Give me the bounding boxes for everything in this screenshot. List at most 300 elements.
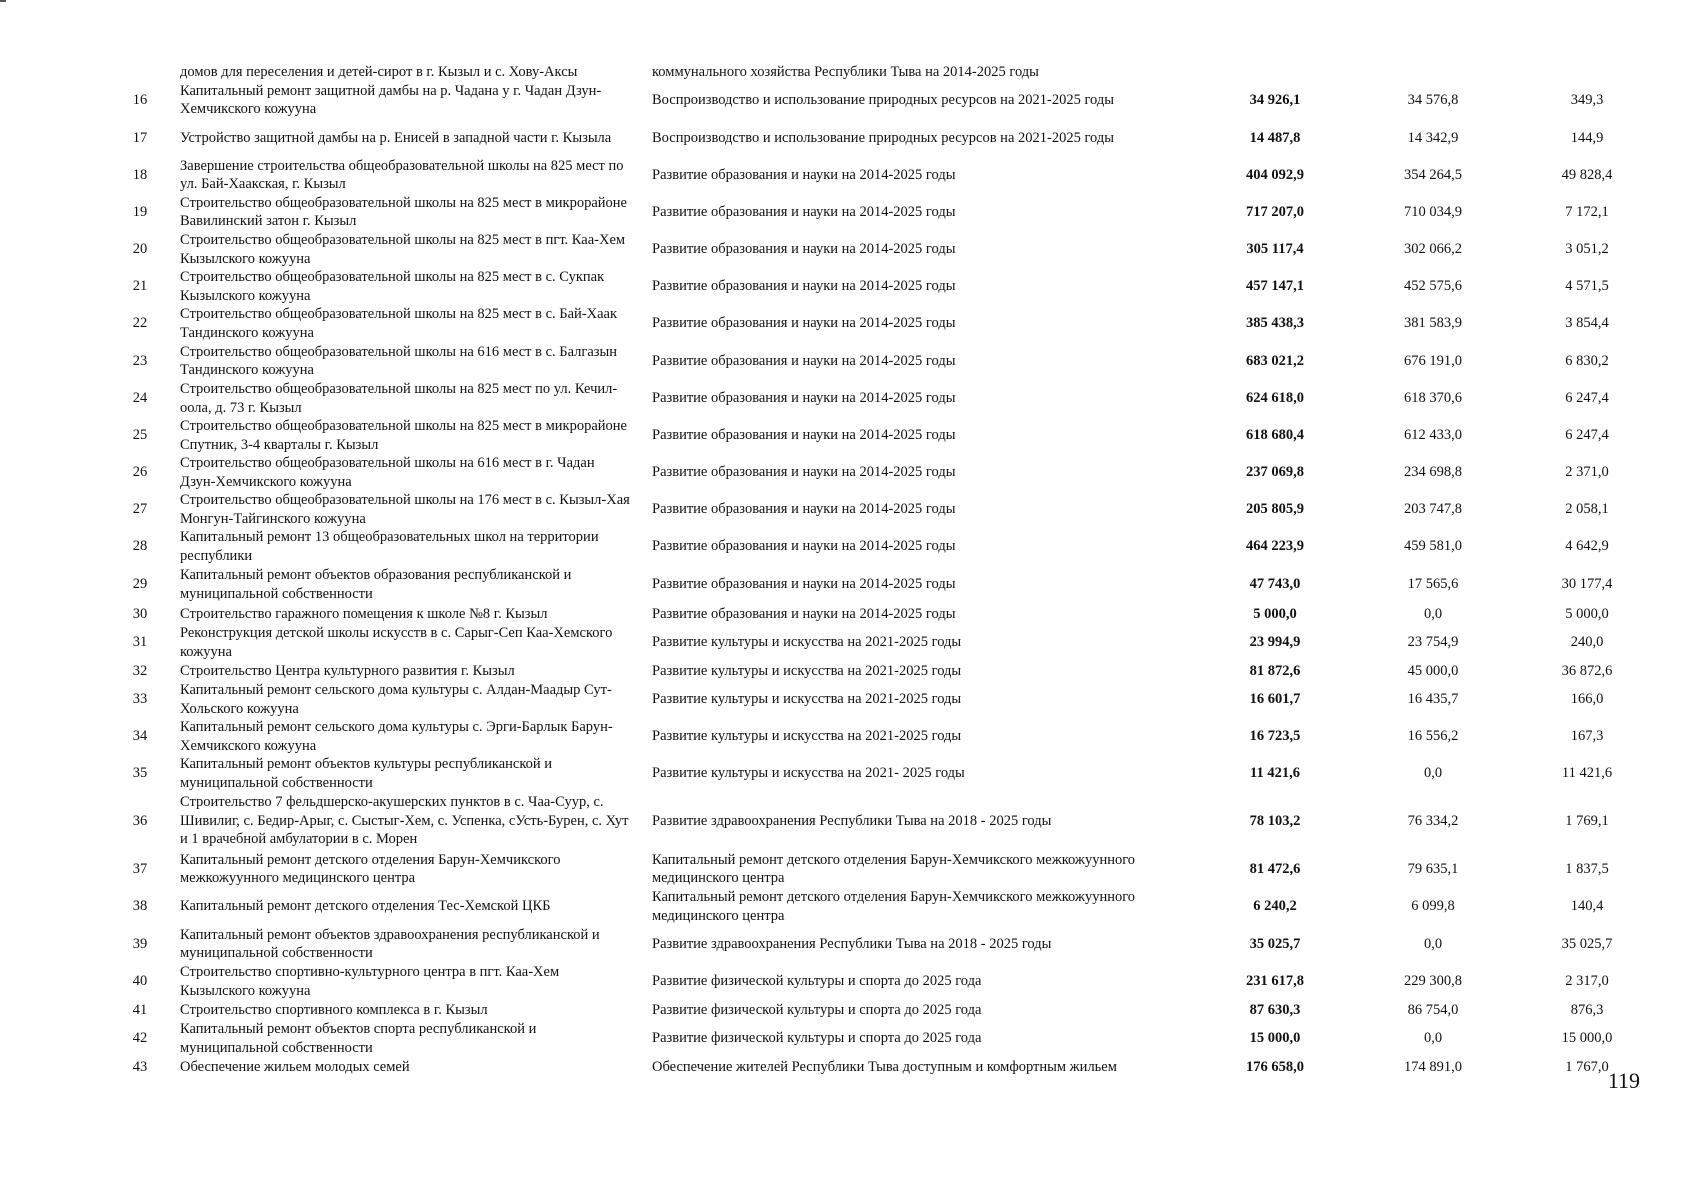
object-name-text: Капитальный ремонт объектов образования республиканской и муниципальной собственности xyxy=(180,567,572,602)
republic-budget xyxy=(1358,1057,1508,1077)
local-budget xyxy=(1512,120,1662,156)
object-name xyxy=(180,792,630,850)
object-name-text: Капитальный ремонт детского отделения Тес-Хемской ЦКБ xyxy=(180,898,551,915)
object-name-text: Капитальный ремонт объектов спорта республиканской и муниципальной собственности xyxy=(180,1021,537,1056)
local-budget-text: 140,4 xyxy=(1570,898,1604,915)
total-amount-text: 16 723,5 xyxy=(1249,728,1301,745)
row-number-text: 23 xyxy=(132,352,148,369)
republic-budget xyxy=(1358,624,1508,661)
table-row xyxy=(0,454,1695,491)
row-number-text: 28 xyxy=(132,538,148,555)
program-name xyxy=(652,1000,1192,1020)
program-name-text: Развитие здравоохранения Республики Тыва на 2018 - 2025 годы xyxy=(652,935,1052,952)
total-amount-text: 457 147,1 xyxy=(1246,278,1304,295)
object-name-text: Капитальный ремонт объектов культуры республиканской и муниципальной собственности xyxy=(180,756,553,791)
republic-budget xyxy=(1358,194,1508,230)
object-name xyxy=(180,342,630,380)
program-name-text: Развитие образования и науки на 2014-2025 годы xyxy=(652,605,956,622)
table-row xyxy=(0,380,1695,417)
total-amount-text: 5 000,0 xyxy=(1253,605,1297,622)
object-name-text: Капитальный ремонт сельского дома культуры с. Алдан-Маадыр Сут-Хольского кожууна xyxy=(180,682,612,717)
object-name xyxy=(180,1000,630,1020)
republic-budget xyxy=(1358,156,1508,194)
republic-budget xyxy=(1358,454,1508,491)
row-number xyxy=(118,268,162,305)
object-name-text: Капитальный ремонт детского отделения Барун-Хемчикского межкожуунного медицинского центра xyxy=(180,851,561,886)
object-name-text: Строительство общеобразовательной школы на 176 мест в с. Кызыл-Хая Монгун-Тайгинского кожууна xyxy=(180,492,630,527)
republic-budget xyxy=(1358,268,1508,305)
total-amount xyxy=(1200,305,1350,342)
program-name xyxy=(652,268,1192,305)
total-amount-text: 78 103,2 xyxy=(1249,812,1301,829)
program-name-text: Воспроизводство и использование природных ресурсов на 2021-2025 годы xyxy=(652,129,1114,146)
total-amount xyxy=(1200,82,1350,118)
local-budget xyxy=(1512,888,1662,925)
program-name xyxy=(652,120,1192,156)
local-budget xyxy=(1512,565,1662,604)
row-number xyxy=(118,380,162,417)
object-name-text: Строительство общеобразовательной школы на 616 мест в с. Балгазын Тандинского кожууна xyxy=(180,343,618,378)
row-number xyxy=(118,755,162,792)
object-name-text: Капитальный ремонт защитной дамбы на р. Чадана у г. Чадан Дзун-Хемчикского кожууна xyxy=(180,82,602,117)
republic-budget xyxy=(1358,604,1508,624)
object-name xyxy=(180,1057,630,1077)
local-budget-text: 30 177,4 xyxy=(1561,576,1613,593)
program-name xyxy=(652,156,1192,194)
total-amount-text: 618 680,4 xyxy=(1246,427,1304,444)
table-row xyxy=(0,792,1695,850)
object-name-text: Строительство 7 фельдшерско-акушерских пунктов в с. Чаа-Суур, с. Шивилиг, с. Бедир-Арыг, с. Сыстыг-Хем, с. Успенка, сУсть-Бурен, с. Хут и 1 врачебной амбулатории в с. Морен xyxy=(180,794,629,848)
object-name xyxy=(180,454,630,491)
local-budget-text: 6 830,2 xyxy=(1565,352,1609,369)
object-name-text: Строительство спортивно-культурного центра в пгт. Каа-Хем Кызылского кожууна xyxy=(180,964,560,999)
local-budget-text: 4 642,9 xyxy=(1565,538,1609,555)
republic-budget-text: 79 635,1 xyxy=(1407,860,1459,877)
local-budget xyxy=(1512,661,1662,681)
object-name xyxy=(180,624,630,661)
program-name-text: Развитие физической культуры и спорта до 2025 года xyxy=(652,1001,982,1018)
total-amount-text: 305 117,4 xyxy=(1246,241,1304,258)
republic-budget xyxy=(1358,417,1508,454)
total-amount xyxy=(1200,792,1350,850)
local-budget xyxy=(1512,718,1662,755)
republic-budget-text: 14 342,9 xyxy=(1407,129,1459,146)
local-budget-text: 49 828,4 xyxy=(1561,166,1613,183)
total-amount xyxy=(1200,850,1350,888)
total-amount xyxy=(1200,1057,1350,1077)
object-name-text: Строительство общеобразовательной школы на 825 мест в пгт. Каа-Хем Кызылского кожууна xyxy=(180,232,626,267)
row-number xyxy=(118,925,162,963)
object-name xyxy=(180,604,630,624)
total-amount-text: 81 472,6 xyxy=(1249,860,1301,877)
program-name xyxy=(652,528,1192,565)
local-budget-text: 36 872,6 xyxy=(1561,662,1613,679)
program-name xyxy=(652,661,1192,681)
program-name xyxy=(652,755,1192,792)
republic-budget-text: 174 891,0 xyxy=(1404,1058,1462,1075)
local-budget-text: 35 025,7 xyxy=(1561,935,1613,952)
local-budget-text: 144,9 xyxy=(1570,129,1604,146)
republic-budget-text: 234 698,8 xyxy=(1404,464,1462,481)
local-budget-text: 1 767,0 xyxy=(1565,1058,1609,1075)
total-amount xyxy=(1200,62,1350,82)
local-budget-text: 5 000,0 xyxy=(1565,605,1609,622)
object-name xyxy=(180,305,630,342)
republic-budget xyxy=(1358,888,1508,925)
row-number xyxy=(118,62,162,82)
row-number-text: 31 xyxy=(132,634,148,651)
program-name xyxy=(652,718,1192,755)
total-amount-text: 47 743,0 xyxy=(1249,576,1301,593)
object-name-text: Строительство общеобразовательной школы на 825 мест в микрорайоне Вавилинский затон г. Кызыл xyxy=(180,194,627,229)
row-number-text: 34 xyxy=(132,728,148,745)
republic-budget xyxy=(1358,491,1508,528)
total-amount-text: 231 617,8 xyxy=(1246,973,1304,990)
object-name xyxy=(180,194,630,230)
republic-budget xyxy=(1358,528,1508,565)
local-budget-text: 2 371,0 xyxy=(1565,464,1609,481)
row-number-text: 17 xyxy=(132,129,148,146)
republic-budget-text: 381 583,9 xyxy=(1404,315,1462,332)
row-number xyxy=(118,417,162,454)
row-number-text: 20 xyxy=(132,241,148,258)
total-amount-text: 81 872,6 xyxy=(1249,662,1301,679)
total-amount-text: 34 926,1 xyxy=(1249,91,1301,108)
table-row xyxy=(0,1000,1695,1020)
program-name-text: Развитие культуры и искусства на 2021- 2025 годы xyxy=(652,765,965,782)
table-row xyxy=(0,624,1695,661)
program-name xyxy=(652,82,1192,118)
program-name-text: Развитие образования и науки на 2014-2025 годы xyxy=(652,352,956,369)
republic-budget xyxy=(1358,62,1508,82)
republic-budget-text: 16 556,2 xyxy=(1407,728,1459,745)
republic-budget xyxy=(1358,792,1508,850)
local-budget-text: 3 051,2 xyxy=(1565,241,1609,258)
row-number xyxy=(118,888,162,925)
local-budget xyxy=(1512,82,1662,118)
program-name-text: Развитие культуры и искусства на 2021-2025 годы xyxy=(652,728,962,745)
total-amount xyxy=(1200,268,1350,305)
total-amount-text: 205 805,9 xyxy=(1246,501,1304,518)
republic-budget-text: 0,0 xyxy=(1423,605,1443,622)
object-name xyxy=(180,963,630,1000)
total-amount-text: 717 207,0 xyxy=(1246,203,1304,220)
program-name-text: коммунального хозяйства Республики Тыва на 2014-2025 годы xyxy=(652,63,1039,80)
object-name xyxy=(180,528,630,565)
republic-budget-text: 76 334,2 xyxy=(1407,812,1459,829)
program-name xyxy=(652,1057,1192,1077)
republic-budget xyxy=(1358,1000,1508,1020)
total-amount xyxy=(1200,342,1350,380)
row-number xyxy=(118,342,162,380)
local-budget xyxy=(1512,755,1662,792)
row-number xyxy=(118,565,162,604)
total-amount-text: 404 092,9 xyxy=(1246,166,1304,183)
total-amount xyxy=(1200,718,1350,755)
table-row xyxy=(0,194,1695,230)
program-name-text: Воспроизводство и использование природных ресурсов на 2021-2025 годы xyxy=(652,91,1114,108)
program-name xyxy=(652,565,1192,604)
object-name xyxy=(180,62,630,82)
table-row xyxy=(0,62,1695,82)
total-amount xyxy=(1200,565,1350,604)
total-amount-text: 11 421,6 xyxy=(1250,765,1300,782)
row-number-text: 16 xyxy=(132,91,148,108)
total-amount xyxy=(1200,380,1350,417)
total-amount-text: 15 000,0 xyxy=(1249,1030,1301,1047)
republic-budget-text: 229 300,8 xyxy=(1404,973,1462,990)
row-number xyxy=(118,624,162,661)
row-number-text: 43 xyxy=(132,1058,148,1075)
row-number xyxy=(118,604,162,624)
table-row xyxy=(0,1020,1695,1057)
program-name xyxy=(652,342,1192,380)
row-number-text: 42 xyxy=(132,1030,148,1047)
local-budget-text: 11 421,6 xyxy=(1561,765,1613,782)
program-name-text: Развитие физической культуры и спорта до 2025 года xyxy=(652,1030,982,1047)
object-name-text: Реконструкция детской школы искусств в с. Сарыг-Сеп Каа-Хемского кожууна xyxy=(180,625,613,660)
object-name-text: Капитальный ремонт 13 общеобразовательных школ на территории республики xyxy=(180,529,599,564)
object-name-text: Обеспечение жильем молодых семей xyxy=(180,1058,410,1075)
total-amount-text: 176 658,0 xyxy=(1246,1058,1304,1075)
object-name xyxy=(180,888,630,925)
program-name-text: Развитие образования и науки на 2014-2025 годы xyxy=(652,241,956,258)
local-budget-text: 2 058,1 xyxy=(1565,501,1609,518)
local-budget xyxy=(1512,342,1662,380)
local-budget-text: 1 769,1 xyxy=(1565,812,1609,829)
program-name xyxy=(652,888,1192,925)
total-amount xyxy=(1200,194,1350,230)
total-amount-text: 35 025,7 xyxy=(1249,935,1301,952)
object-name-text: Строительство гаражного помещения к школе №8 г. Кызыл xyxy=(180,605,548,622)
row-number xyxy=(118,528,162,565)
object-name-text: Строительство общеобразовательной школы на 616 мест в г. Чадан Дзун-Хемчикского кожууна xyxy=(180,455,595,490)
republic-budget-text: 459 581,0 xyxy=(1404,538,1462,555)
object-name-text: Капитальный ремонт сельского дома культуры с. Эрги-Барлык Барун-Хемчикского кожууна xyxy=(180,719,613,754)
table-row xyxy=(0,681,1695,718)
program-name xyxy=(652,62,1192,82)
republic-budget xyxy=(1358,850,1508,888)
object-name-text: Строительство общеобразовательной школы на 825 мест в микрорайоне Спутник, 3-4 кварталы г. Кызыл xyxy=(180,418,627,453)
local-budget-text: 2 317,0 xyxy=(1565,973,1609,990)
program-name-text: Развитие образования и науки на 2014-2025 годы xyxy=(652,315,956,332)
program-name-text: Развитие физической культуры и спорта до 2025 года xyxy=(652,973,982,990)
total-amount-text: 237 069,8 xyxy=(1246,464,1304,481)
republic-budget-text: 34 576,8 xyxy=(1407,91,1459,108)
row-number-text: 30 xyxy=(132,605,148,622)
local-budget-text: 15 000,0 xyxy=(1561,1030,1613,1047)
row-number xyxy=(118,1020,162,1057)
republic-budget xyxy=(1358,755,1508,792)
local-budget-text: 166,0 xyxy=(1570,691,1604,708)
row-number xyxy=(118,718,162,755)
local-budget xyxy=(1512,62,1662,82)
total-amount xyxy=(1200,156,1350,194)
total-amount xyxy=(1200,963,1350,1000)
program-name-text: Развитие образования и науки на 2014-2025 годы xyxy=(652,390,956,407)
row-number xyxy=(118,661,162,681)
republic-budget xyxy=(1358,963,1508,1000)
republic-budget-text: 302 066,2 xyxy=(1404,241,1462,258)
total-amount xyxy=(1200,417,1350,454)
program-name xyxy=(652,1020,1192,1057)
total-amount xyxy=(1200,491,1350,528)
program-name xyxy=(652,963,1192,1000)
program-name xyxy=(652,454,1192,491)
total-amount xyxy=(1200,604,1350,624)
object-name xyxy=(180,718,630,755)
local-budget xyxy=(1512,850,1662,888)
table-row xyxy=(0,305,1695,342)
total-amount xyxy=(1200,755,1350,792)
object-name xyxy=(180,1020,630,1057)
table-row xyxy=(0,528,1695,565)
table-row xyxy=(0,925,1695,963)
table-row xyxy=(0,417,1695,454)
table-row xyxy=(0,156,1695,194)
total-amount xyxy=(1200,1000,1350,1020)
local-budget-text: 6 247,4 xyxy=(1565,427,1609,444)
program-name xyxy=(652,194,1192,230)
local-budget xyxy=(1512,454,1662,491)
program-name xyxy=(652,604,1192,624)
local-budget xyxy=(1512,491,1662,528)
row-number-text: 21 xyxy=(132,278,148,295)
row-number-text: 35 xyxy=(132,765,148,782)
row-number-text: 37 xyxy=(132,860,148,877)
total-amount xyxy=(1200,624,1350,661)
total-amount-text: 16 601,7 xyxy=(1249,691,1301,708)
table-row xyxy=(0,82,1695,118)
page-number: 119 xyxy=(1607,1068,1640,1093)
local-budget xyxy=(1512,624,1662,661)
local-budget xyxy=(1512,792,1662,850)
row-number-text: 29 xyxy=(132,576,148,593)
republic-budget-text: 6 099,8 xyxy=(1411,898,1455,915)
row-number-text: 27 xyxy=(132,501,148,518)
republic-budget xyxy=(1358,231,1508,268)
local-budget xyxy=(1512,925,1662,963)
republic-budget xyxy=(1358,305,1508,342)
republic-budget-text: 0,0 xyxy=(1423,1030,1443,1047)
republic-budget xyxy=(1358,925,1508,963)
republic-budget-text: 203 747,8 xyxy=(1404,501,1462,518)
object-name xyxy=(180,661,630,681)
local-budget xyxy=(1512,380,1662,417)
program-name xyxy=(652,491,1192,528)
local-budget xyxy=(1512,963,1662,1000)
table-row xyxy=(0,604,1695,624)
republic-budget-text: 0,0 xyxy=(1423,765,1443,782)
local-budget xyxy=(1512,604,1662,624)
total-amount xyxy=(1200,661,1350,681)
row-number xyxy=(118,231,162,268)
total-amount-text: 464 223,9 xyxy=(1246,538,1304,555)
total-amount-text: 683 021,2 xyxy=(1246,352,1304,369)
republic-budget-text: 16 435,7 xyxy=(1407,691,1459,708)
local-budget xyxy=(1512,681,1662,718)
object-name-text: Устройство защитной дамбы на р. Енисей в западной части г. Кызыла xyxy=(180,129,612,146)
row-number xyxy=(118,194,162,230)
total-amount-text: 6 240,2 xyxy=(1253,898,1297,915)
scan-mark xyxy=(0,0,6,2)
total-amount xyxy=(1200,528,1350,565)
local-budget-text: 7 172,1 xyxy=(1565,203,1609,220)
program-name-text: Развитие культуры и искусства на 2021-2025 годы xyxy=(652,634,962,651)
table-row xyxy=(0,718,1695,755)
republic-budget xyxy=(1358,661,1508,681)
object-name xyxy=(180,850,630,888)
program-name xyxy=(652,417,1192,454)
local-budget xyxy=(1512,528,1662,565)
republic-budget-text: 23 754,9 xyxy=(1407,634,1459,651)
program-name xyxy=(652,925,1192,963)
table-row xyxy=(0,491,1695,528)
program-name xyxy=(652,624,1192,661)
republic-budget xyxy=(1358,565,1508,604)
republic-budget xyxy=(1358,82,1508,118)
total-amount xyxy=(1200,231,1350,268)
row-number xyxy=(118,850,162,888)
program-name xyxy=(652,681,1192,718)
republic-budget xyxy=(1358,1020,1508,1057)
local-budget xyxy=(1512,231,1662,268)
program-name-text: Капитальный ремонт детского отделения Барун-Хемчикского межкожуунного медицинского центра xyxy=(652,889,1136,924)
program-name-text: Развитие образования и науки на 2014-2025 годы xyxy=(652,464,956,481)
row-number-text: 18 xyxy=(132,166,148,183)
table-row xyxy=(0,231,1695,268)
total-amount xyxy=(1200,888,1350,925)
republic-budget xyxy=(1358,120,1508,156)
program-name xyxy=(652,380,1192,417)
republic-budget-text: 452 575,6 xyxy=(1404,278,1462,295)
program-name-text: Развитие здравоохранения Республики Тыва на 2018 - 2025 годы xyxy=(652,812,1052,829)
total-amount xyxy=(1200,120,1350,156)
republic-budget-text: 618 370,6 xyxy=(1404,390,1462,407)
local-budget-text: 1 837,5 xyxy=(1565,860,1609,877)
republic-budget-text: 17 565,6 xyxy=(1407,576,1459,593)
local-budget-text: 240,0 xyxy=(1570,634,1604,651)
object-name-text: Строительство общеобразовательной школы на 825 мест по ул. Кечил-оола, д. 73 г. Кызыл xyxy=(180,381,618,416)
local-budget xyxy=(1512,417,1662,454)
program-name-text: Развитие образования и науки на 2014-2025 годы xyxy=(652,203,956,220)
row-number xyxy=(118,82,162,118)
total-amount-text: 624 618,0 xyxy=(1246,390,1304,407)
republic-budget-text: 86 754,0 xyxy=(1407,1001,1459,1018)
row-number xyxy=(118,681,162,718)
object-name xyxy=(180,565,630,604)
local-budget-text: 3 854,4 xyxy=(1565,315,1609,332)
object-name xyxy=(180,82,630,118)
row-number-text: 32 xyxy=(132,662,148,679)
total-amount xyxy=(1200,454,1350,491)
object-name-text: Капитальный ремонт объектов здравоохранения республиканской и муниципальной собственности xyxy=(180,926,600,961)
total-amount xyxy=(1200,681,1350,718)
table-row xyxy=(0,342,1695,380)
object-name-text: домов для переселения и детей-сирот в г. Кызыл и с. Хову-Аксы xyxy=(180,63,578,80)
program-name-text: Капитальный ремонт детского отделения Барун-Хемчикского межкожуунного медицинского центра xyxy=(652,851,1136,886)
row-number-text: 36 xyxy=(132,812,148,829)
total-amount-text: 14 487,8 xyxy=(1249,129,1301,146)
program-name-text: Обеспечение жителей Республики Тыва доступным и комфортным жильем xyxy=(652,1058,1117,1075)
program-name xyxy=(652,305,1192,342)
table-row xyxy=(0,850,1695,888)
republic-budget xyxy=(1358,681,1508,718)
program-name-text: Развитие образования и науки на 2014-2025 годы xyxy=(652,427,956,444)
object-name-text: Строительство Центра культурного развития г. Кызыл xyxy=(180,662,515,679)
row-number xyxy=(118,305,162,342)
republic-budget xyxy=(1358,342,1508,380)
